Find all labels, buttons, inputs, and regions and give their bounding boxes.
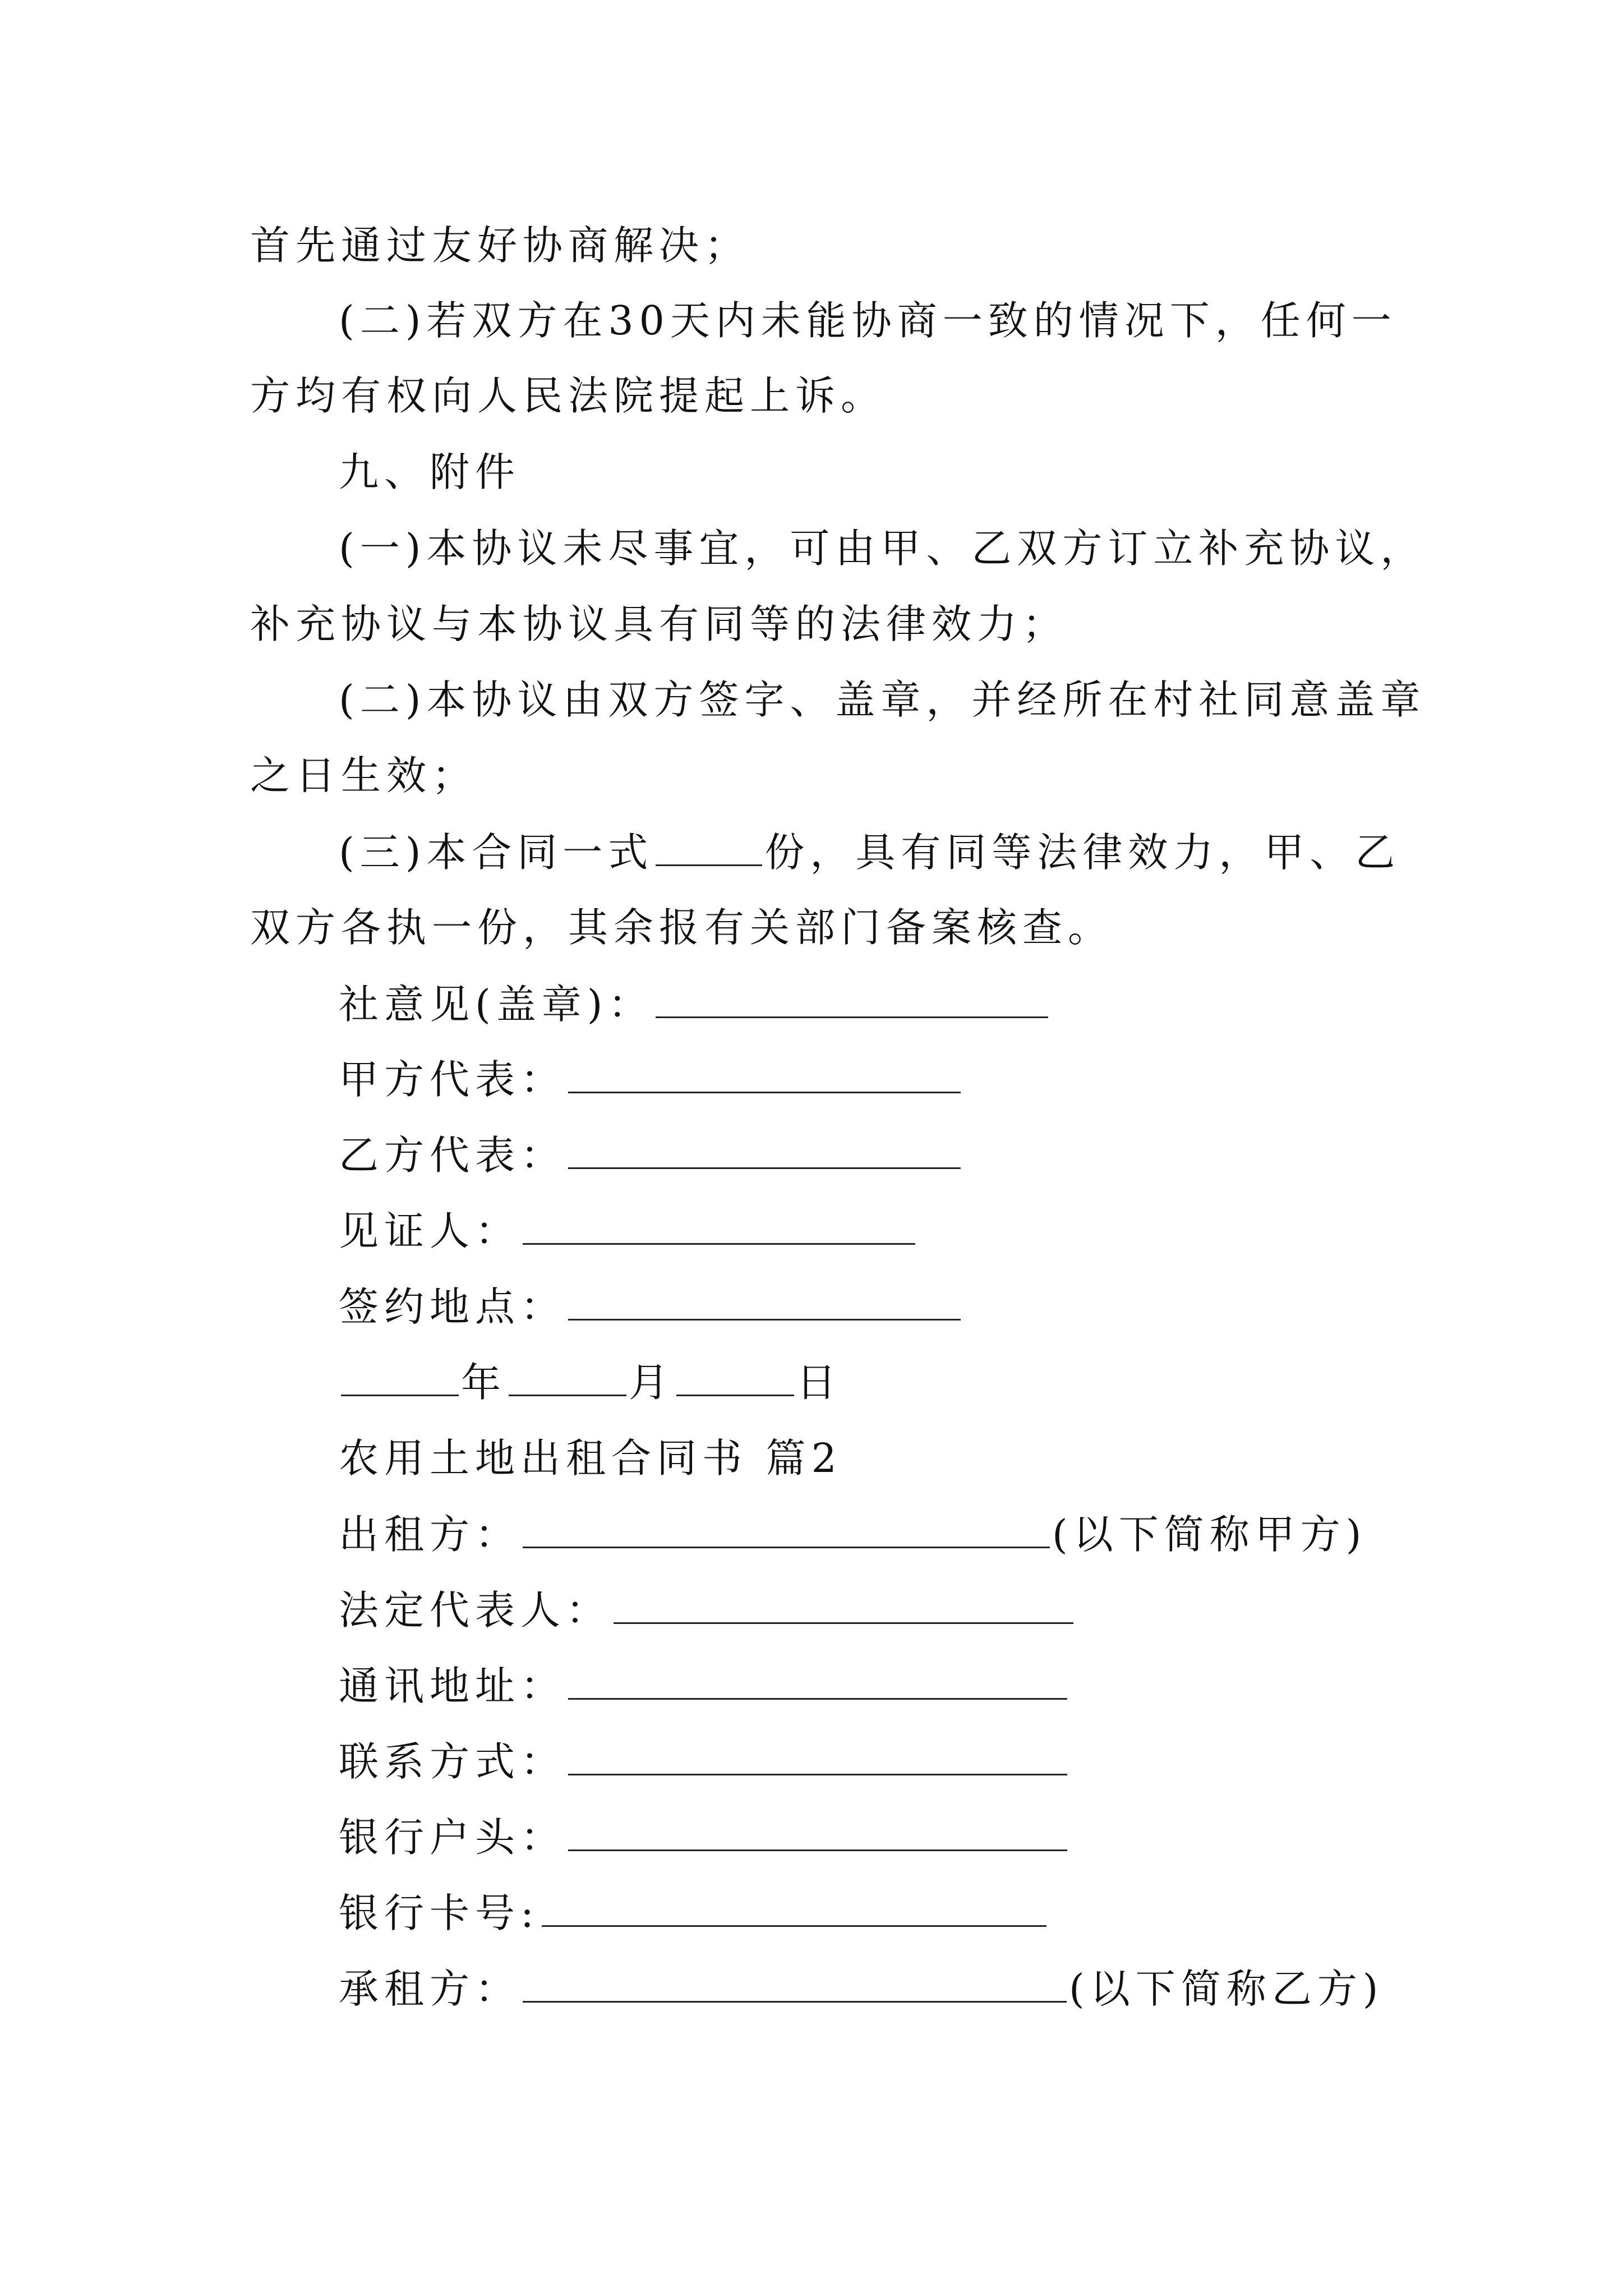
field-label: 银行户头： [339, 1814, 566, 1861]
address-blank[interactable] [568, 1658, 1067, 1700]
lessor-line [339, 1506, 1367, 1563]
paragraph-line: 方均有权向人民法院提起上诉。 [250, 372, 887, 419]
field-label: 法定代表人： [339, 1587, 612, 1634]
lessee-line [339, 1961, 1384, 2017]
copies-line [339, 824, 1400, 881]
section-heading: 九、附件 [339, 449, 521, 495]
paragraph-line: (二)若双方在30天内未能协商一致的情况下，任何一 [339, 297, 1397, 344]
lessor-label: 出租方： [339, 1511, 521, 1558]
lessor-blank[interactable] [523, 1506, 1050, 1548]
paragraph-line: 首先通过友好协商解决； [250, 222, 750, 269]
lessor-field-address [339, 1658, 1069, 1714]
section-title: 农用土地出租合同书 篇2 [339, 1435, 842, 1481]
community-opinion-blank[interactable] [656, 976, 1048, 1018]
paragraph-line: 之日生效； [250, 752, 478, 799]
lessor-field-bank-account [339, 1809, 1069, 1866]
lessor-suffix: (以下简称甲方) [1052, 1511, 1367, 1558]
lessee-blank[interactable] [523, 1961, 1067, 2003]
year-blank[interactable] [341, 1354, 459, 1396]
month-label: 月 [629, 1359, 675, 1406]
field-label: 通讯地址： [339, 1663, 566, 1709]
field-label: 见证人： [339, 1208, 521, 1254]
field-label: 银行卡号: [339, 1890, 540, 1936]
paragraph-line: 补充协议与本协议具有同等的法律效力； [250, 601, 1068, 647]
copies-text-before: (三)本合同一式 [339, 829, 654, 876]
bank-account-blank[interactable] [568, 1809, 1067, 1851]
day-label: 日 [796, 1359, 842, 1406]
lessee-label: 承租方： [339, 1966, 521, 2012]
paragraph-line: (一)本协议未尽事宜，可由甲、乙双方订立补充协议， [339, 525, 1426, 572]
signature-field-location [339, 1278, 963, 1335]
field-label: 联系方式： [339, 1738, 566, 1785]
legal-rep-blank[interactable] [614, 1582, 1073, 1624]
lessee-suffix: (以下简称乙方) [1069, 1966, 1384, 2012]
signature-field-community [339, 976, 1050, 1033]
contact-blank[interactable] [568, 1733, 1067, 1775]
field-label: 社意见(盖章)： [339, 981, 654, 1028]
field-label: 签约地点： [339, 1283, 566, 1330]
copies-text-after: 份，具有同等法律效力，甲、乙 [764, 829, 1401, 876]
field-label: 甲方代表： [339, 1056, 566, 1103]
year-label: 年 [461, 1359, 507, 1406]
month-blank[interactable] [509, 1354, 626, 1396]
paragraph-line: 双方各执一份，其余报有关部门备案核查。 [250, 904, 1114, 951]
signing-location-blank[interactable] [568, 1278, 961, 1320]
date-line [339, 1354, 842, 1411]
day-blank[interactable] [676, 1354, 794, 1396]
party-a-rep-blank[interactable] [568, 1051, 961, 1093]
signature-field-witness [339, 1203, 917, 1259]
signature-field-party-a [339, 1051, 963, 1108]
lessor-field-contact [339, 1733, 1069, 1790]
lessor-field-card-number [339, 1885, 1049, 1941]
paragraph-line: (二)本协议由双方签字、盖章，并经所在村社同意盖章 [339, 677, 1426, 723]
party-b-rep-blank[interactable] [568, 1127, 961, 1169]
signature-field-party-b [339, 1127, 963, 1184]
card-number-blank[interactable] [542, 1885, 1046, 1927]
copies-blank[interactable] [656, 824, 762, 866]
lessor-field-legal-rep [339, 1582, 1076, 1639]
witness-blank[interactable] [523, 1203, 915, 1245]
field-label: 乙方代表： [339, 1132, 566, 1179]
